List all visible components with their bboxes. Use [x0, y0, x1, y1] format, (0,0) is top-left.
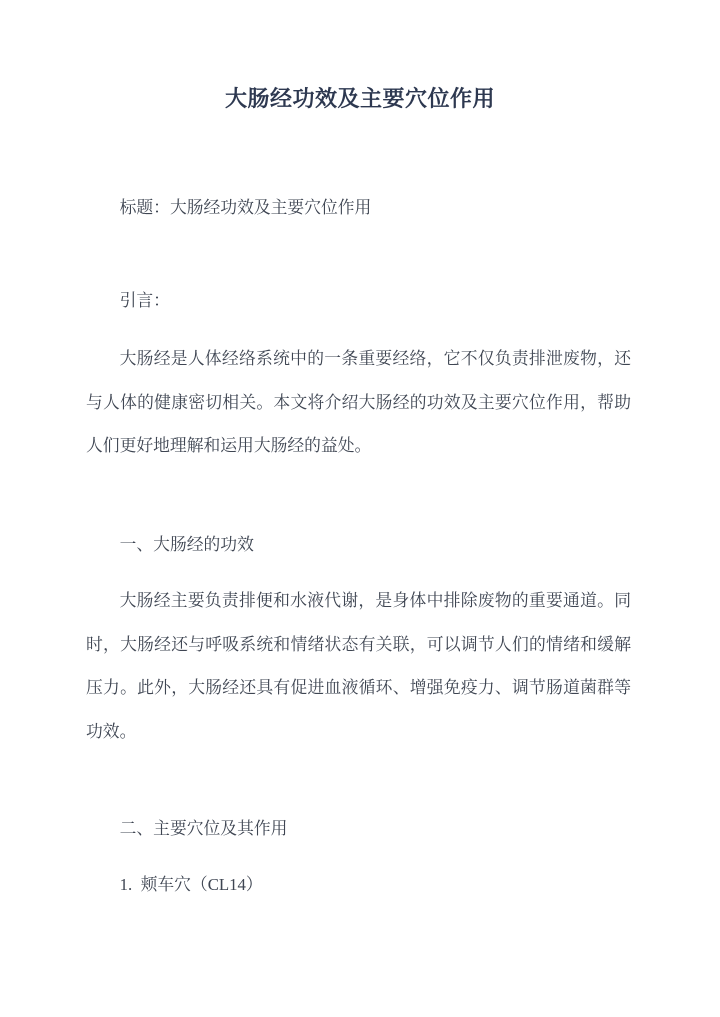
section1-line-4: 功效。: [86, 721, 137, 741]
intro-paragraph: [86, 337, 631, 468]
intro-line-1: 大肠经是人体经络系统中的一条重要经络，它不仅负责排泄废物，还: [119, 349, 631, 368]
meta-title-block: [86, 186, 631, 230]
section1-heading-block: [86, 523, 631, 567]
section1-line-1: 大肠经主要负责排便和水液代谢，是身体中排除废物的重要通道。同: [119, 591, 631, 610]
section2-item-1: 1. 颊车穴（CL14）: [119, 875, 263, 894]
section1-paragraph: [86, 579, 631, 753]
intro-line-3: 人们更好地理解和运用大肠经的益处。: [86, 436, 372, 455]
section2-heading: 二、主要穴位及其作用: [119, 819, 288, 838]
intro-line-2: 与人体的健康密切相关。本文将介绍大肠经的功效及主要穴位作用，帮助: [86, 392, 631, 412]
intro-label: 引言：: [119, 291, 170, 310]
section1-heading: 一、大肠经的功效: [119, 535, 254, 554]
document-title: 大肠经功效及主要穴位作用: [224, 86, 495, 111]
section2-heading-block: [86, 807, 631, 851]
section1-line-2: 时，大肠经还与呼吸系统和情绪状态有关联，可以调节人们的情绪和缓解: [86, 634, 631, 654]
section2-item-block: [86, 863, 631, 907]
section1-line-3: 压力。此外，大肠经还具有促进血液循环、增强免疫力、调节肠道菌群等: [86, 678, 631, 697]
meta-title-line: 标题：大肠经功效及主要穴位作用: [119, 198, 372, 217]
intro-label-block: [86, 279, 631, 323]
